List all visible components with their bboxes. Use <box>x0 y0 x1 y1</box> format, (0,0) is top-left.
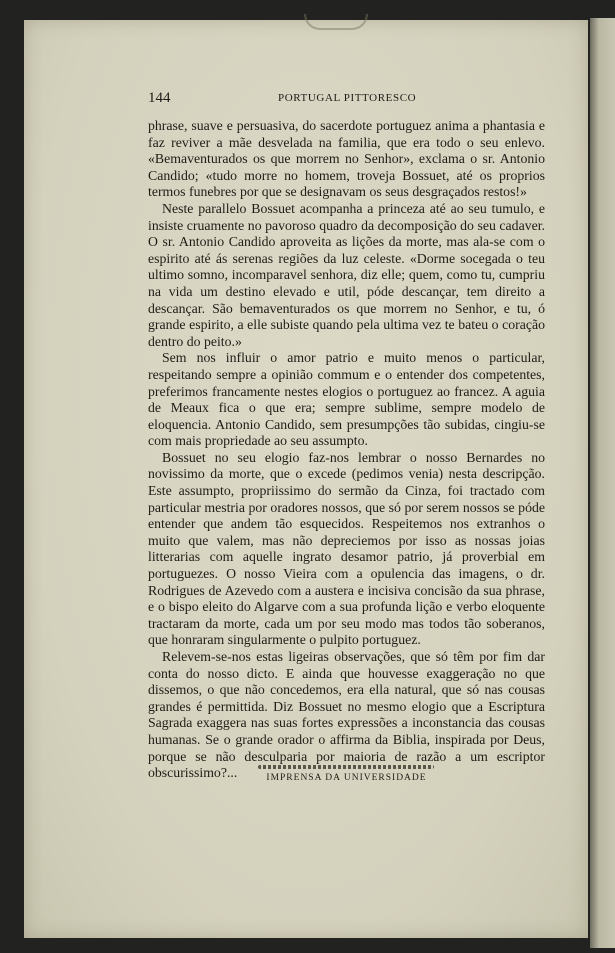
binding-mark <box>304 14 368 30</box>
paragraph: Bossuet no seu elogio faz-nos lembrar o nosso Bernardes no novissimo da morte, que o excede (pedimos venia) nesta descripção. Este assumpto, propriissimo do sermão da Cinza, foi tractado com particular mestria por oradores nossos, que só por serem nossos se póde entender que andem tão esquecidos. Respeitemos nos extranhos o muito que valem, mas não depreciemos por isso as nossas joias litterarias com aquelle ingrato desamor patrio, já proverbial em portuguezes. O nosso Vieira com a opulencia das imagens, o dr. Rodrigues de Azevedo com a austera e incisiva concisão da sua phrase, e o bispo eleito do Algarve com a sua profunda lição e verbo eloquente tractaram da morte, cada um por seu modo mas todos tão soberanos, que honraram singularmente o pulpito portuguez. <box>148 449 545 648</box>
paragraph: Sem nos influir o amor patrio e muito menos o particular, respeitando sempre a opinião commum e o entender dos competentes, preferimos francamente nestes elogios o portuguez ao francez. A aguia de Meaux fica o que era; sempre sublime, sempre modelo de eloquencia. Antonio Candido, sem presumpções tão subidas, cingiu-se com mais propriedade ao seu assumpto. <box>148 350 545 449</box>
page-number: 144 <box>148 90 171 106</box>
ornamental-rule <box>258 765 434 769</box>
paragraph: Relevem-se-nos estas ligeiras observações, que só têm por fim dar conta do nosso dicto. E ainda que houvesse exaggeração no que dissemos, o que não concedemos, era ella natural, que só nas cousas grandes é permittida. Diz Bossuet no mesmo elogio que a Escriptura Sagrada exaggera nas suas fortes expressões a inconstancia das cousas humanas. Se o grande orador o affirma da Biblia, inspirada por Deus, porque se não desculparia por maioria de razão a um escriptor obscurissimo?... <box>148 649 545 781</box>
paragraph: Neste parallelo Bossuet acompanha a princeza até ao seu tumulo, e insiste cruamente no pavoroso quadro da decomposição do seu cadaver. O sr. Antonio Candido aproveita as lições da morte, mas ala-se com o espirito até ás serenas regiões da luz celeste. «Dorme socegada o teu ultimo somno, incomparavel senhora, diz elle; quem, como tu, cumpriu na vida um destino elevado e util, póde descançar, tem direito a descançar. São bemaventurados os que morrem no Senhor, e tu, ó grande espirito, a elle subiste quando pela ultima vez te bateu o coração dentro do peito.» <box>148 200 545 349</box>
facing-page-edge <box>590 18 615 948</box>
imprint-line: IMPRENSA DA UNIVERSIDADE <box>266 773 427 783</box>
paragraph: phrase, suave e persuasiva, do sacerdote portuguez anima a phantasia e faz reviver a mãe desvelada na familia, que era todo o seu enlevo. «Bemaventurados os que morrem no Senhor», exclama o sr. Antonio Candido; «tudo morre no homem, troveja Bossuet, até os proprios termos funebres por que se designavam os seus desgraçados restos!» <box>148 118 545 200</box>
running-title: PORTUGAL PITTORESCO <box>278 92 417 104</box>
page-header <box>148 90 548 110</box>
body-text <box>148 118 545 782</box>
